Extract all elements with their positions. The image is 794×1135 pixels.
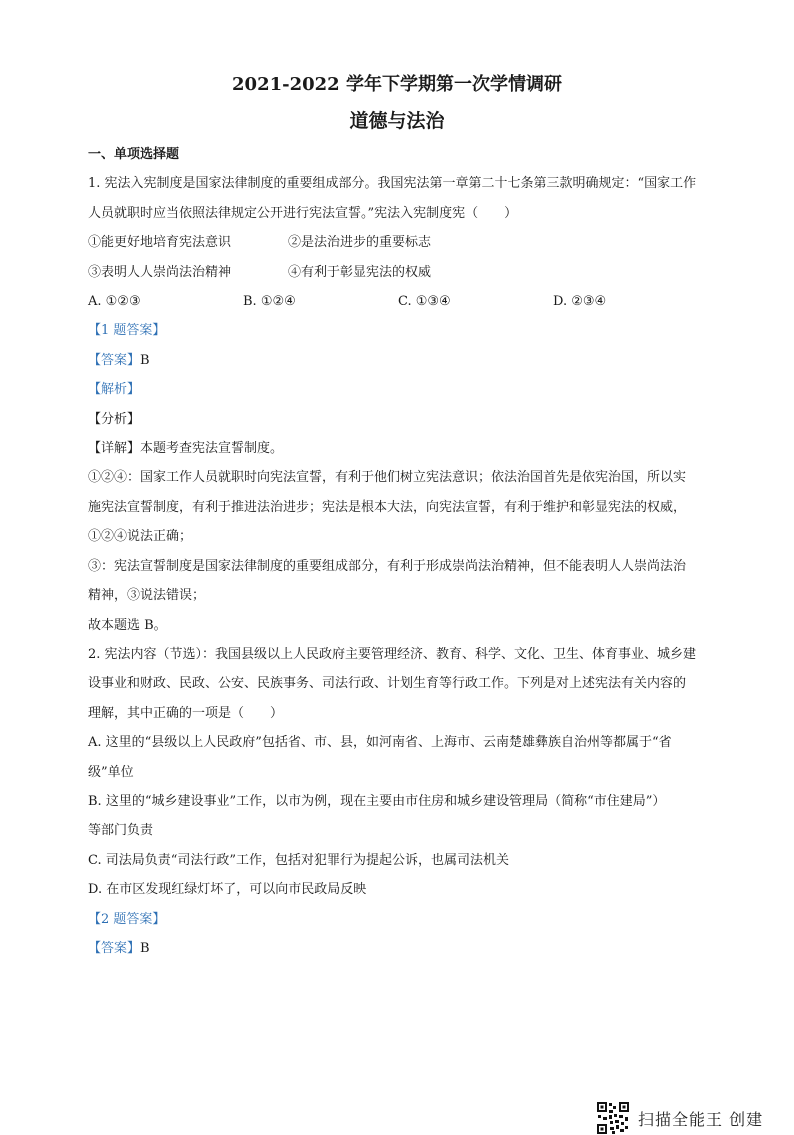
q1-detail (88, 434, 708, 463)
q1-choices (88, 287, 708, 316)
q1-choice-a: A. ①②③ (88, 294, 141, 310)
q1-options-row1 (88, 228, 708, 257)
q1-stem-line1: 1. 宪法入宪制度是国家法律制度的重要组成部分。我国宪法第一章第二十七条第三款明确规定：“国家工作 (88, 176, 697, 192)
document-body (88, 140, 708, 963)
section-heading: 一、单项选择题 (88, 147, 180, 162)
q1-explanation-line2: 施宪法宣誓制度，有利于推进法治进步；宪法是根本大法，向宪法宣誓，有利于维护和彰显宪法的权威， (88, 499, 687, 515)
q2-answer-value: B (140, 940, 150, 956)
q1-explanation-line5: 精神，③说法错误； (88, 588, 206, 604)
q1-answer-value: B (140, 352, 150, 368)
q1-answer-tag: 【答案】 (88, 352, 141, 368)
q2-choice-d: D. 在市区发现红绿灯坏了，可以向市民政局反映 (88, 882, 367, 898)
q1-option-4: ④有利于彰显宪法的权威 (288, 264, 432, 280)
q1-answer (88, 346, 708, 375)
q1-choice-c: C. ①③④ (398, 294, 451, 310)
q1-answer-header: 【1 题答案】 (88, 323, 166, 339)
q1-explanation-line4: ③：宪法宣誓制度是国家法律制度的重要组成部分，有利于形成崇尚法治精神，但不能表明人人崇尚法治 (88, 558, 687, 574)
q1-option-1: ①能更好地培育宪法意识 (88, 235, 232, 251)
q2-stem-line3: 理解，其中正确的一项是（ ） (88, 705, 284, 721)
q1-choice-d: D. ②③④ (553, 294, 607, 310)
q2-choice-b-line1: B. 这里的“城乡建设事业”工作，以市为例，现在主要由市住房和城乡建设管理局（简称“市住建局”） (88, 793, 666, 809)
q2-answer (88, 934, 708, 963)
qr-code-icon (596, 1101, 630, 1135)
q1-fenxi-tag: 【分析】 (88, 411, 141, 427)
q1-explanation-line6: 故本题选 B。 (88, 617, 167, 633)
q2-choice-a-line2: 级”单位 (88, 764, 134, 780)
q2-stem-line1: 2. 宪法内容（节选）：我国县级以上人民政府主要管理经济、教育、科学、文化、卫生、体育事业、城乡建 (88, 646, 697, 662)
q2-choice-c: C. 司法局负责“司法行政”工作，包括对犯罪行为提起公诉，也属司法机关 (88, 852, 510, 868)
q1-option-2: ②是法治进步的重要标志 (288, 235, 432, 251)
q2-answer-tag: 【答案】 (88, 940, 141, 956)
q1-explanation-line1: ①②④：国家工作人员就职时向宪法宣誓，有利于他们树立宪法意识；依法治国首先是依宪治国，所以实 (88, 470, 687, 486)
scanner-watermark (596, 1101, 763, 1135)
q1-option-3: ③表明人人崇尚法治精神 (88, 264, 232, 280)
q2-choice-b-line2: 等部门负责 (88, 823, 154, 839)
q2-stem-line2: 设事业和财政、民政、公安、民族事务、司法行政、计划生育等行政工作。下列是对上述宪法有关内容的 (88, 676, 687, 692)
q1-detail-text: 本题考查宪法宣誓制度。 (140, 441, 284, 457)
q1-explanation-line3: ①②④说法正确； (88, 529, 193, 545)
subject-title: 道德与法治 (349, 110, 445, 132)
q1-analysis-tag: 【解析】 (88, 382, 141, 398)
q1-stem-line2: 人员就职时应当依照法律规定公开进行宪法宣誓。”宪法入宪制度宪（ ） (88, 205, 518, 221)
q1-choice-b: B. ①②④ (243, 294, 296, 310)
q2-choice-a-line1: A. 这里的“县级以上人民政府”包括省、市、县，如河南省、上海市、云南楚雄彝族自治州等都属于“省 (88, 735, 672, 751)
q2-answer-header: 【2 题答案】 (88, 911, 166, 927)
q1-options-row2 (88, 258, 708, 287)
exam-title: 2021-2022 学年下学期第一次学情调研 (232, 74, 562, 95)
q1-detail-tag: 【详解】 (88, 441, 141, 457)
scanner-app-credit: 扫描全能王 创建 (638, 1109, 764, 1129)
